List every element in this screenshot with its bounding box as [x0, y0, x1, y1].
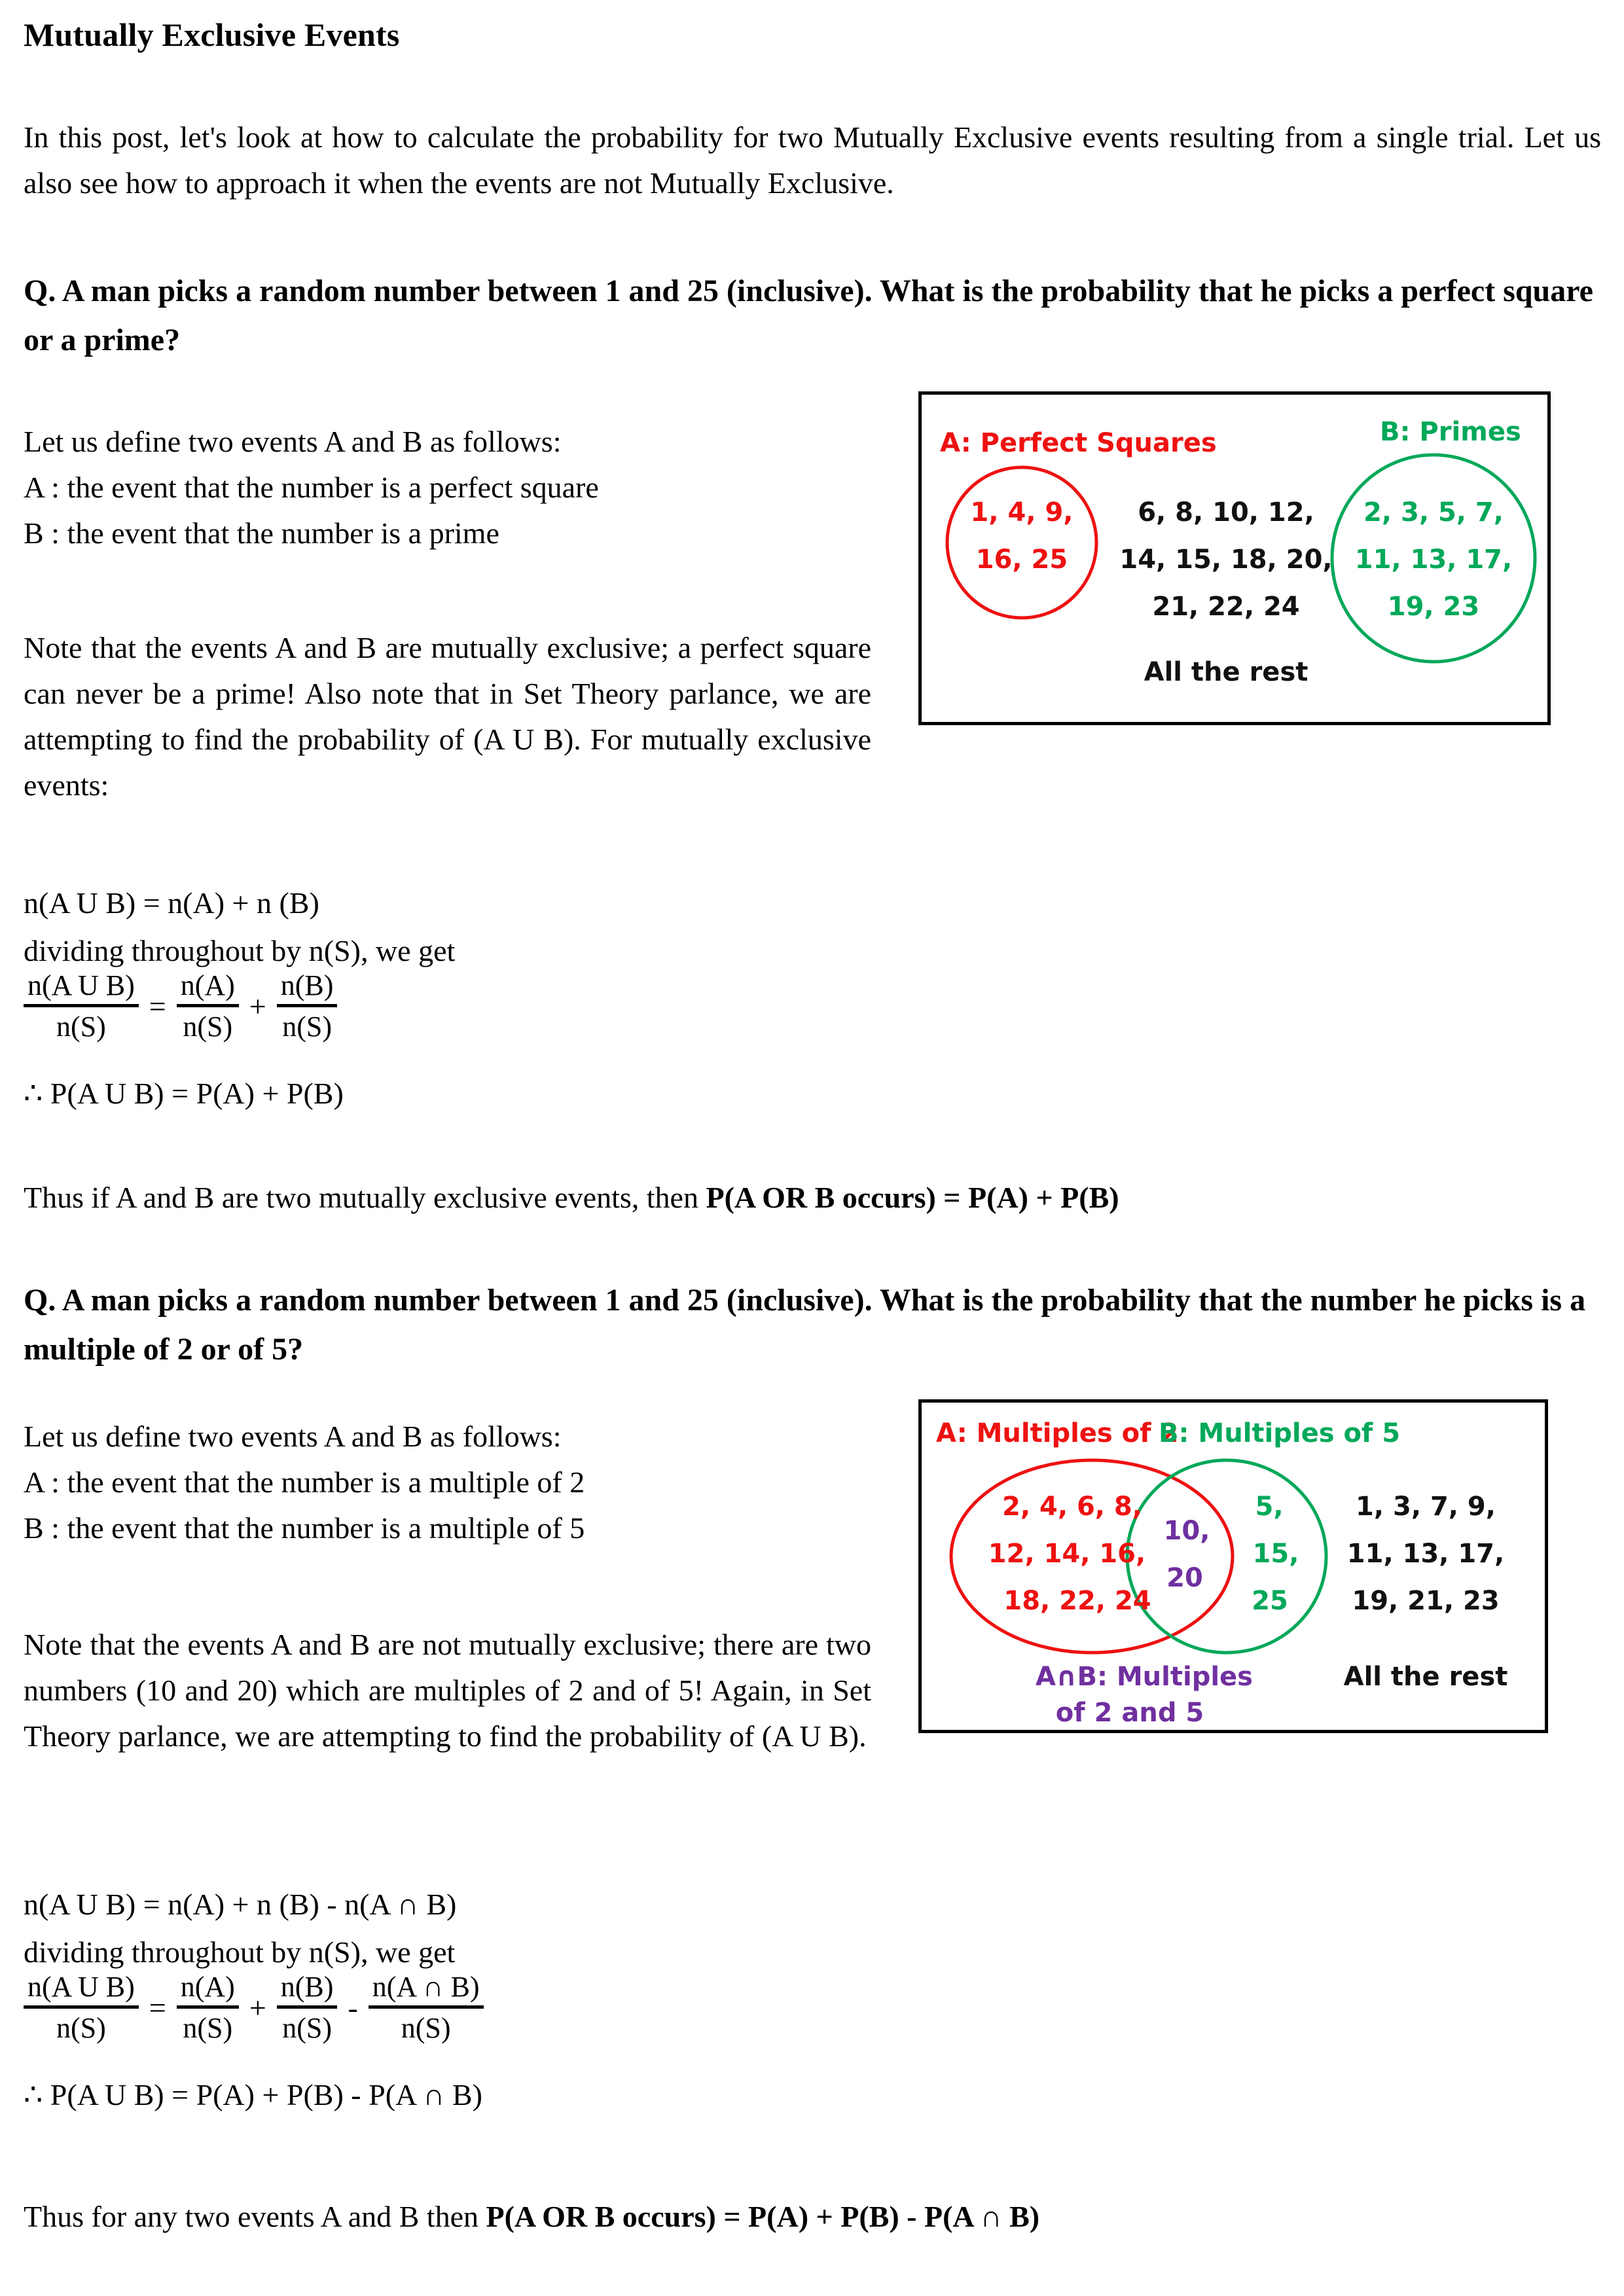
section1-definitions — [24, 419, 868, 556]
set-b-label: B: Multiples of 5 — [1159, 1418, 1401, 1448]
plus-sign: + — [249, 990, 266, 1024]
set-b-item: 2, 3, 5, 7, — [1363, 497, 1504, 528]
thus-plain-text: Thus if A and B are two mutually exclusive events, then — [24, 1181, 706, 1214]
minus-sign: - — [348, 1991, 358, 2025]
set-a-label: A: Perfect Squares — [940, 428, 1217, 458]
set-b-item: 11, 13, 17, — [1354, 545, 1513, 575]
section1-conclusion: ∴ P(A U B) = P(A) + P(B) — [24, 1077, 344, 1110]
intersection-item: 10, — [1163, 1516, 1210, 1546]
equals-sign: = — [149, 990, 166, 1024]
set-a-item: 12, 14, 16, — [988, 1539, 1146, 1569]
fraction-term-2 — [277, 970, 338, 1043]
fraction-denominator: n(S) — [24, 1004, 139, 1043]
fraction-numerator: n(B) — [280, 969, 334, 1001]
fraction-term-1 — [177, 1971, 239, 2045]
section1-eq-count: n(A U B) = n(A) + n (B) — [24, 886, 319, 920]
thus-plain-text: Thus for any two events A and B then — [24, 2200, 486, 2233]
venn-diagram-2-canvas — [922, 1403, 1545, 1730]
section2-define-a: A : the event that the number is a multiple of 2 — [24, 1465, 585, 1499]
section1-note: Note that the events A and B are mutually exclusive; a perfect square can never be a prime! Also note that in Set Theory parlance, we are attempting to find the probability of (A U B). For mutually exclusive events: — [24, 631, 871, 802]
fraction-denominator: n(S) — [177, 1004, 239, 1043]
set-b-item: 25 — [1252, 1586, 1288, 1616]
section2-define-b: B : the event that the number is a multiple of 5 — [24, 1511, 585, 1545]
venn-diagram-2 — [918, 1399, 1548, 1733]
section1-eq-divide: dividing throughout by n(S), we get — [24, 934, 456, 967]
intersection-item: 20 — [1166, 1563, 1203, 1593]
set-b-label: B: Primes — [1380, 417, 1521, 447]
equals-sign: = — [149, 1991, 166, 2025]
fraction-denominator: n(S) — [24, 2005, 139, 2044]
section1-define-a: A : the event that the number is a perfect square — [24, 470, 599, 504]
question-2: Q. A man picks a random number between 1 and 25 (inclusive). What is the probability that the number he picks is a multiple of 2 or of 5? — [24, 1283, 1586, 1367]
fraction-numerator: n(A ∩ B) — [372, 1971, 480, 2003]
set-b-item: 19, 23 — [1387, 592, 1480, 622]
set-a-item: 2, 4, 6, 8, — [1002, 1492, 1142, 1522]
fraction-term-2 — [277, 1971, 338, 2045]
fraction-denominator: n(S) — [277, 2005, 338, 2044]
section1-define-intro: Let us define two events A and B as follows: — [24, 425, 562, 458]
section2-definitions — [24, 1414, 868, 1551]
set-a-item: 1, 4, 9, — [970, 497, 1074, 528]
fraction-lhs — [24, 970, 139, 1043]
question-1: Q. A man picks a random number between 1 and 25 (inclusive). What is the probability that he picks a perfect square or a prime? — [24, 274, 1593, 357]
fraction-numerator: n(A) — [180, 1971, 235, 2003]
section2-define-intro: Let us define two events A and B as follows: — [24, 1420, 562, 1453]
intro-paragraph — [24, 115, 1601, 206]
fraction-denominator: n(S) — [369, 2005, 484, 2044]
plus-sign: + — [249, 1991, 266, 2025]
venn-diagram-1 — [918, 391, 1551, 725]
section1-thus-line — [24, 1175, 1601, 1220]
thus-formula: P(A OR B occurs) = P(A) + P(B) - P(A ∩ B) — [486, 2200, 1040, 2233]
fraction-numerator: n(A) — [180, 969, 235, 1001]
set-b-item: 15, — [1252, 1539, 1299, 1569]
outside-item: 1, 3, 7, 9, — [1356, 1492, 1496, 1522]
section2-eq-divide: dividing throughout by n(S), we get — [24, 1935, 456, 1969]
fraction-term-3 — [369, 1971, 484, 2045]
set-b-item: 5, — [1255, 1492, 1284, 1522]
outside-region-label: All the rest — [1144, 657, 1308, 687]
outside-item: 11, 13, 17, — [1346, 1539, 1505, 1569]
intersection-label-line1: A∩B: Multiples — [1036, 1662, 1253, 1692]
fraction-lhs — [24, 1971, 139, 2045]
section2-eq-count: n(A U B) = n(A) + n (B) - n(A ∩ B) — [24, 1888, 457, 1921]
set-a-item: 16, 25 — [975, 545, 1068, 575]
section1-define-b: B : the event that the number is a prime — [24, 516, 499, 550]
outside-item: 21, 22, 24 — [1152, 592, 1300, 622]
fraction-denominator: n(S) — [277, 1004, 338, 1043]
fraction-numerator: n(A U B) — [27, 969, 135, 1001]
section2-note: Note that the events A and B are not mutually exclusive; there are two numbers (10 and 20) which are multiples of 2 and of 5! Again, in Set Theory parlance, we are attempting to find the probability of (A U B). — [24, 1628, 871, 1753]
set-a-ellipse — [947, 467, 1096, 618]
set-a-label: A: Multiples of 2 — [936, 1418, 1179, 1448]
fraction-denominator: n(S) — [177, 2005, 239, 2044]
outside-item: 6, 8, 10, 12, — [1138, 497, 1314, 528]
section2-fraction-equation — [20, 1971, 488, 2045]
fraction-numerator: n(B) — [280, 1971, 334, 2003]
section2-conclusion: ∴ P(A U B) = P(A) + P(B) - P(A ∩ B) — [24, 2078, 482, 2111]
outside-region-label: All the rest — [1343, 1662, 1508, 1692]
set-a-item: 18, 22, 24 — [1003, 1586, 1151, 1616]
fraction-term-1 — [177, 970, 239, 1043]
section1-fraction-equation — [20, 970, 341, 1043]
thus-formula: P(A OR B occurs) = P(A) + P(B) — [706, 1181, 1119, 1214]
venn-diagram-1-canvas — [922, 395, 1547, 722]
intersection-label-line2: of 2 and 5 — [1055, 1698, 1204, 1728]
outside-item: 14, 15, 18, 20, — [1119, 545, 1333, 575]
outside-item: 19, 21, 23 — [1352, 1586, 1500, 1616]
page-title: Mutually Exclusive Events — [24, 16, 400, 53]
section2-thus-line — [24, 2194, 1601, 2239]
fraction-numerator: n(A U B) — [27, 1971, 135, 2003]
intro-text: In this post, let's look at how to calculate the probability for two Mutually Exclusive events resulting from a single trial. Let us also see how to approach it when the events are not Mutually Exclusive. — [24, 120, 1601, 200]
